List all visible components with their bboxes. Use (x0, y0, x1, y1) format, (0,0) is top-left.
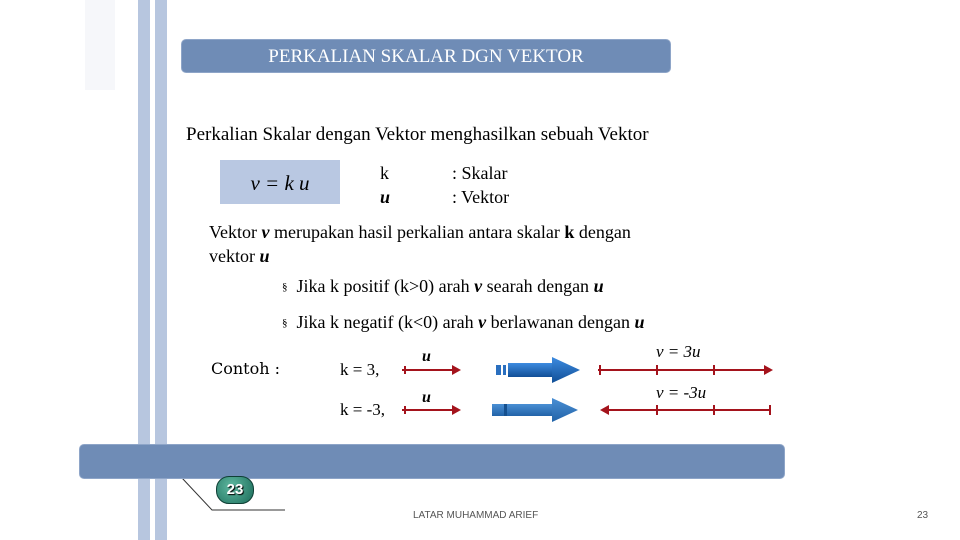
example-row1-u-label: u (422, 348, 431, 365)
bullet-marker: § (282, 317, 288, 329)
bullet-negative-pre: Jika k negatif (k<0) arah (296, 312, 474, 332)
bullet-negative-v: v (478, 312, 487, 332)
bullet-negative-u: u (634, 312, 645, 332)
explanation-word-dengan: dengan (578, 222, 631, 242)
legend-u-desc: : Vektor (452, 187, 510, 207)
lead-sentence: Perkalian Skalar dengan Vektor menghasilkan sebuah Vektor (186, 124, 649, 145)
example-row1-result-text: v = 3u (656, 342, 701, 361)
bullet-positive-pre: Jika k positif (k>0) arah (296, 276, 470, 296)
arrow-v-row1-blue (496, 357, 580, 383)
explanation-symbol-u: u (259, 246, 270, 266)
example-label: Contoh : (211, 359, 281, 378)
arrow-v-row1-line (598, 365, 773, 375)
explanation-symbol-k: k (564, 222, 575, 242)
example-row1-k: k = 3, (340, 360, 380, 379)
bullet-negative-mid: berlawanan dengan (490, 312, 631, 332)
slide-title: PERKALIAN SKALAR DGN VEKTOR (268, 46, 584, 67)
footer-author: LATAR MUHAMMAD ARIEF (413, 510, 539, 521)
arrow-u-row1 (402, 365, 461, 375)
slide-number-badge: 23 (216, 476, 254, 504)
arrow-u-row2 (402, 405, 461, 415)
arrow-v-row2-line (600, 405, 770, 415)
explanation-word-vektor: Vektor (209, 222, 257, 242)
legend-u-symbol: u (380, 187, 391, 207)
explanation-phrase: merupakan hasil perkalian antara skalar (274, 222, 560, 242)
example-row2-u-label: u (422, 389, 431, 406)
footer-page-number: 23 (917, 510, 929, 521)
bullet-positive-u: u (593, 276, 604, 296)
formula-text: v = k u (250, 171, 310, 195)
example-row2-result-text: v = -3u (656, 383, 707, 402)
example-row2-k: k = -3, (340, 400, 385, 419)
explanation-symbol-v: v (261, 222, 270, 242)
legend-k-symbol: k (380, 163, 389, 183)
bullet-positive-mid: searah dengan (486, 276, 590, 296)
legend-k-desc: : Skalar (452, 163, 508, 183)
bullet-marker: § (282, 281, 288, 293)
bullet-positive-v: v (474, 276, 483, 296)
bottom-bar (80, 445, 784, 478)
explanation-word-vektor-2: vektor (209, 246, 255, 266)
arrow-v-row2-blue (492, 398, 578, 422)
